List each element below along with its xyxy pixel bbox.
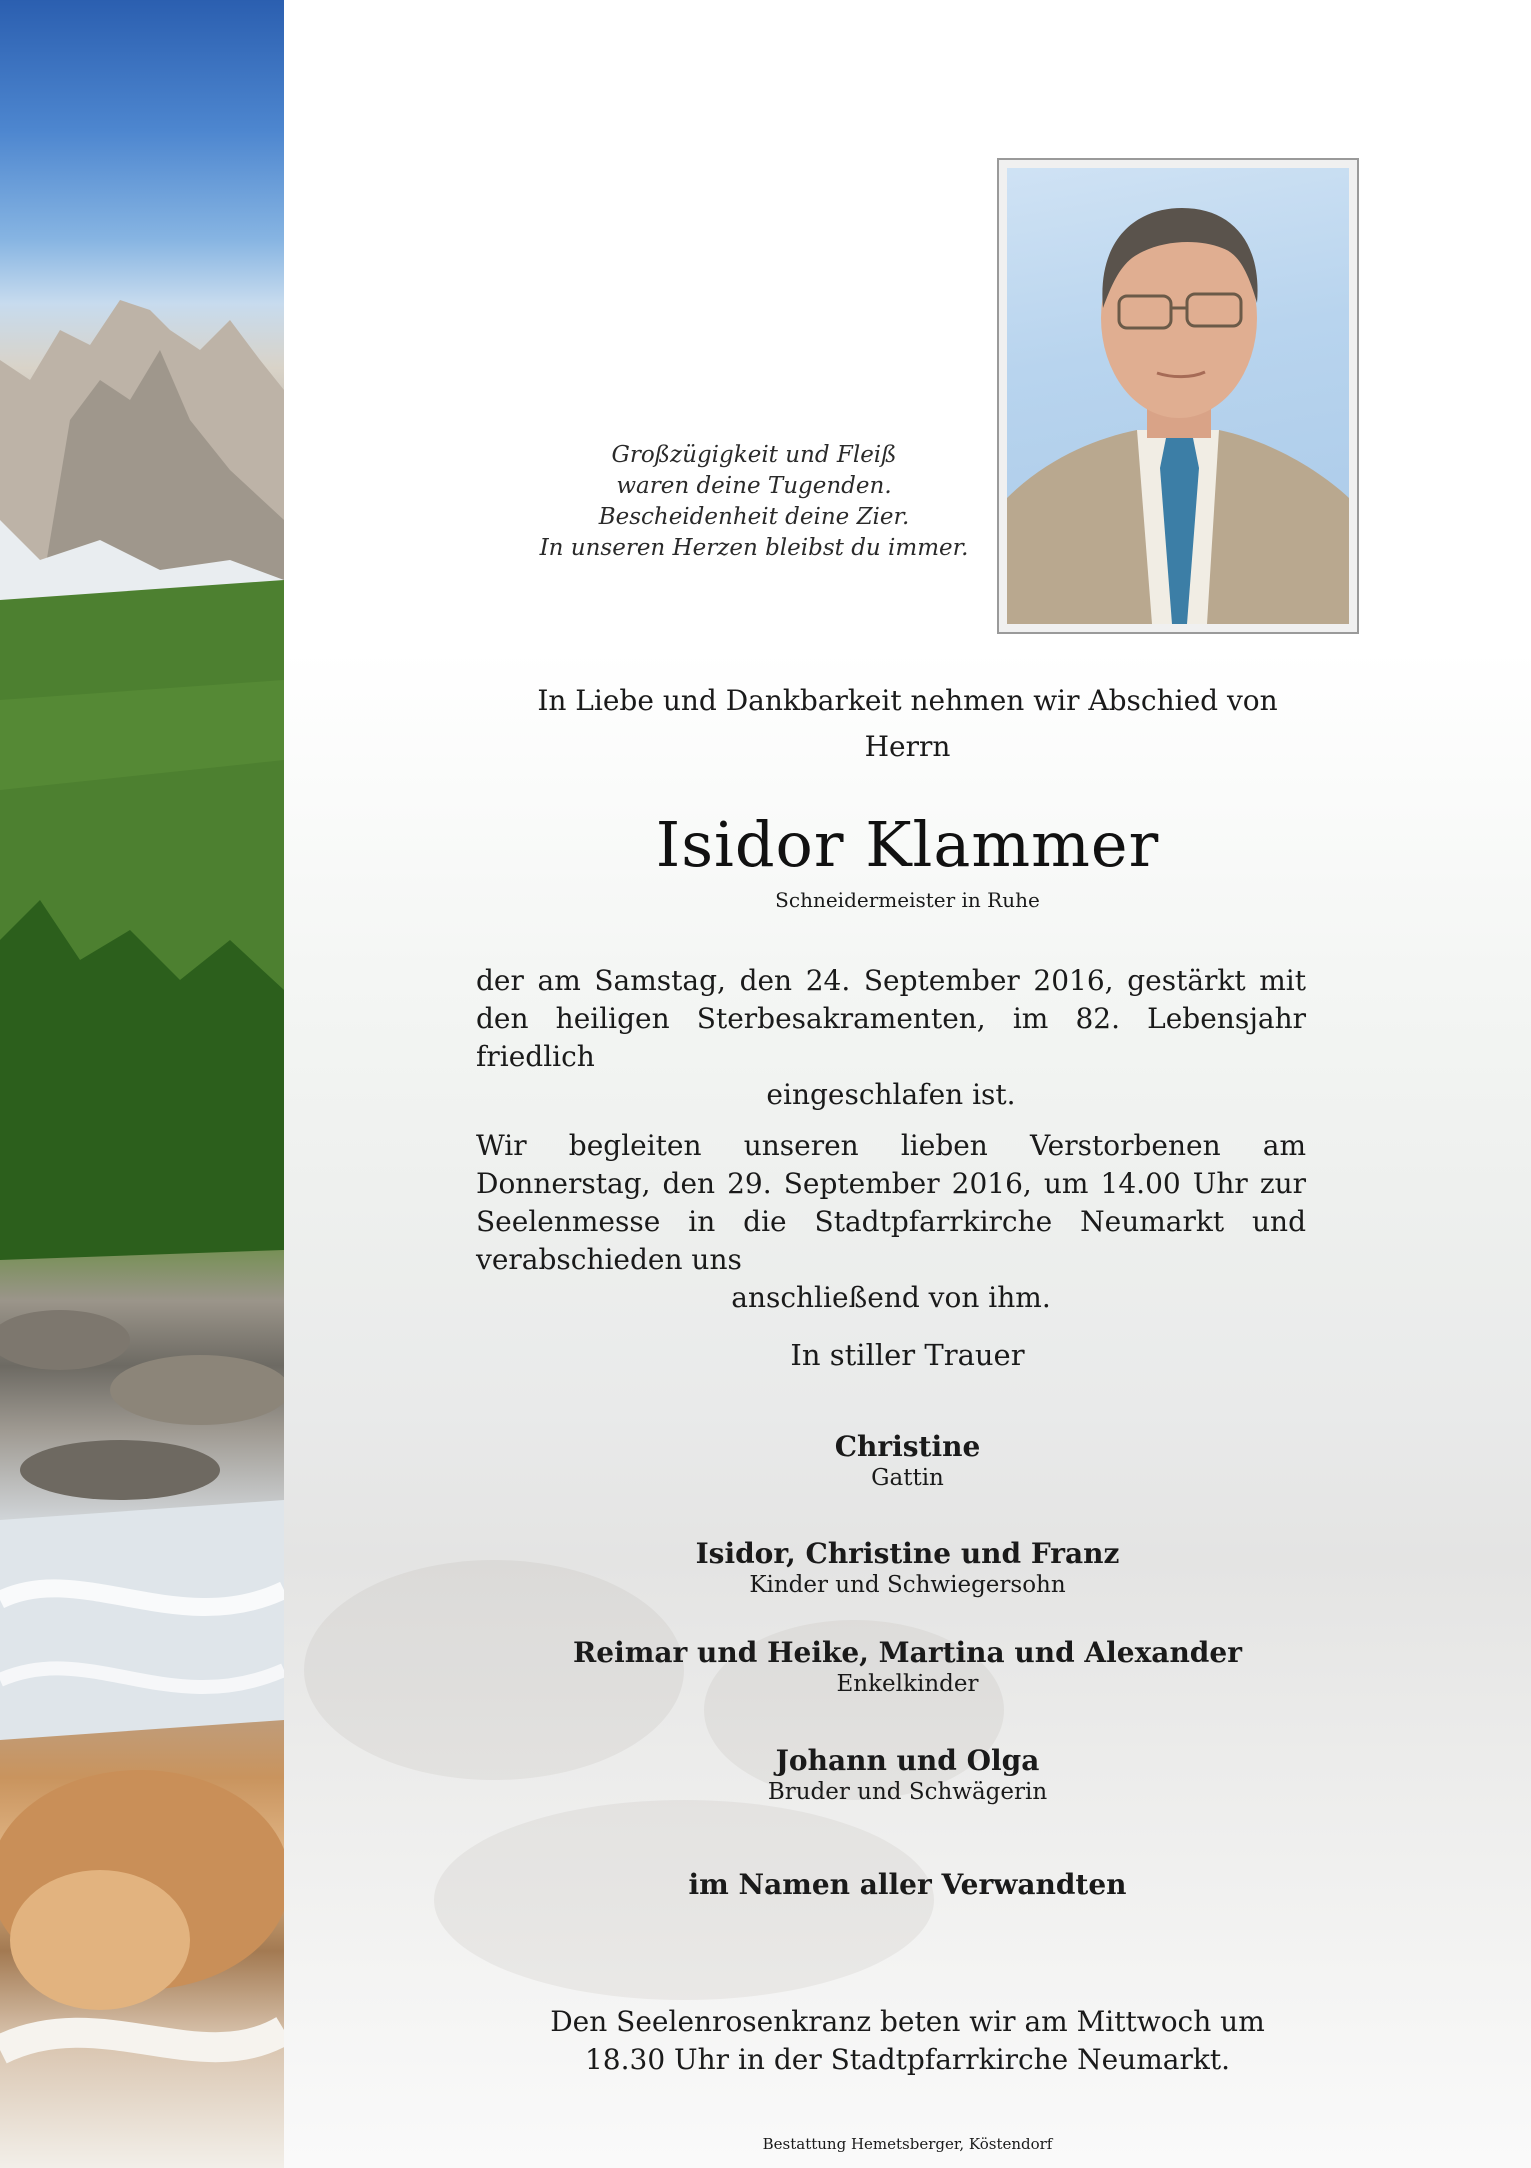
death-notice — [476, 962, 1306, 1114]
rosary-notice — [284, 2003, 1531, 2079]
farewell-intro — [284, 678, 1531, 770]
funeral-home-credit: Bestattung Hemetsberger, Köstendorf — [762, 2135, 1053, 2153]
portrait-illustration — [1007, 168, 1349, 624]
mourner-relation: Enkelkinder — [836, 1671, 979, 1697]
mourner-relation: Gattin — [871, 1465, 944, 1491]
funeral-notice-last-line: anschließend von ihm. — [731, 1281, 1051, 1314]
poem-line: Großzügigkeit und Fleiß — [611, 442, 897, 468]
portrait-frame — [997, 158, 1359, 634]
mourner-name: Reimar und Heike, Martina und Alexander — [573, 1636, 1242, 1669]
mourner-name: Johann und Olga — [775, 1744, 1040, 1777]
rosary-line: 18.30 Uhr in der Stadtpfarrkirche Neumarkt. — [584, 2043, 1231, 2076]
landscape-strip — [0, 0, 284, 2168]
obituary-content — [284, 0, 1531, 2168]
deceased-name: Isidor Klammer — [655, 808, 1160, 881]
deceased-profession: Schneidermeister in Ruhe — [775, 888, 1040, 912]
poem — [494, 440, 1014, 564]
mourner-name: Isidor, Christine und Franz — [695, 1537, 1120, 1570]
death-notice-last-line: eingeschlafen ist. — [766, 1078, 1016, 1111]
farewell-salutation: Herrn — [864, 730, 951, 763]
mourner — [284, 1636, 1531, 1698]
mourner-name: Christine — [834, 1430, 981, 1463]
mourning-heading: In stiller Trauer — [790, 1338, 1025, 1372]
mourner — [284, 1537, 1531, 1599]
poem-line: Bescheidenheit deine Zier. — [598, 504, 910, 530]
mourner — [284, 1744, 1531, 1806]
mourner-relation: Bruder und Schwägerin — [767, 1779, 1048, 1805]
landscape-illustration — [0, 0, 284, 2168]
farewell-intro-line: In Liebe und Dankbarkeit nehmen wir Abschied von — [537, 684, 1278, 717]
rosary-line: Den Seelenrosenkranz beten wir am Mittwoch um — [550, 2005, 1265, 2038]
mourner-relation: Kinder und Schwiegersohn — [749, 1572, 1066, 1598]
portrait-photo — [1007, 168, 1349, 624]
funeral-notice-text: Wir begleiten unseren lieben Verstorbenen am Donnerstag, den 29. September 2016, um 14.00 Uhr zur Seelenmesse in die Stadtpfarrkirche Neumarkt und verabschieden uns — [476, 1129, 1306, 1276]
on-behalf-line: im Namen aller Verwandten — [688, 1868, 1127, 1901]
mourner — [284, 1430, 1531, 1492]
poem-line: waren deine Tugenden. — [616, 473, 892, 499]
poem-line: In unseren Herzen bleibst du immer. — [539, 535, 969, 561]
funeral-notice — [476, 1127, 1306, 1317]
death-notice-text: der am Samstag, den 24. September 2016, gestärkt mit den heiligen Sterbesakramenten, im 82. Lebensjahr friedlich — [476, 964, 1306, 1073]
